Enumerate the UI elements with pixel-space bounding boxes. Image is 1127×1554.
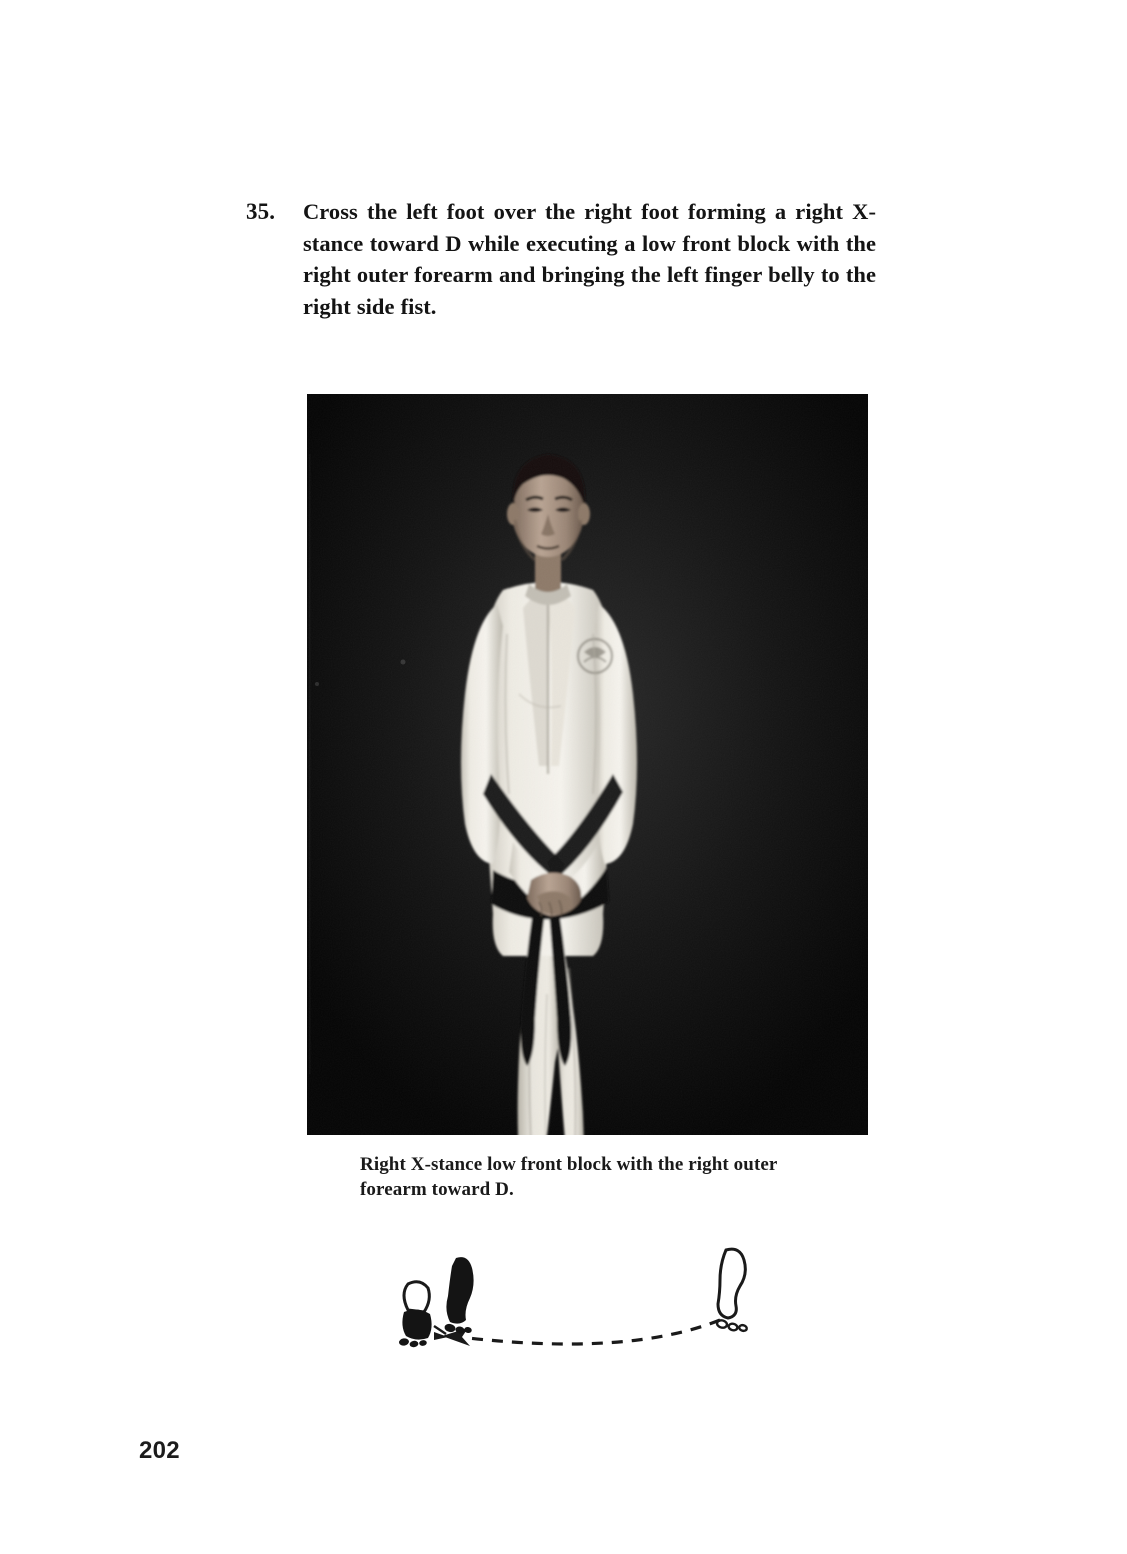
movement-path	[468, 1320, 720, 1344]
instruction-text: Cross the left foot over the right foot forming a right X-stance toward D while executing a low front block with the right outer forearm and bringing the left finger belly to the right side fist.	[303, 199, 876, 319]
instruction-number: 35.	[246, 199, 276, 224]
footprint-right-support	[399, 1282, 448, 1348]
footprint-left-crossed	[444, 1257, 474, 1334]
footwork-diagram-illustration	[390, 1240, 790, 1370]
footwork-diagram	[390, 1240, 790, 1370]
footprint-start-outline	[716, 1249, 747, 1332]
photograph-illustration	[307, 394, 868, 1135]
photograph-caption: Right X-stance low front block with the right outer forearm toward D.	[360, 1154, 778, 1200]
photograph	[307, 394, 868, 1135]
instruction-block	[246, 196, 876, 322]
page-number: 202	[139, 1437, 180, 1464]
